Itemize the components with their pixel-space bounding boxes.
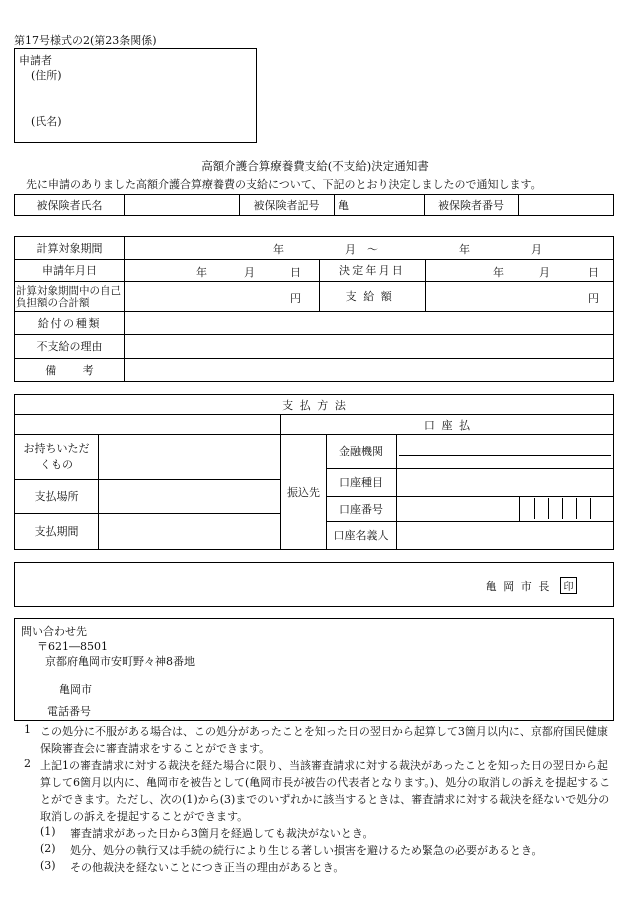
subnote-2-text: 処分、処分の執行又は手続の続行により生じる著しい損害を避けるため緊急の必要があるとき。 <box>70 844 543 857</box>
subnote-2-number: (2) <box>40 842 56 855</box>
period-month-end: 月 <box>531 243 542 256</box>
subnote-3-text: その他裁決を経ないことにつき正当の理由があるとき。 <box>70 861 345 874</box>
payment-yen-unit: 円 <box>588 292 599 305</box>
decision-date-label: 決定年月日 <box>339 264 405 277</box>
insured-table <box>14 194 614 216</box>
period-month-start: 月 <box>345 243 356 256</box>
contact-title: 問い合わせ先 <box>21 625 87 638</box>
mayor-title: 亀岡市長 <box>485 579 556 593</box>
mayor-seal: 印 <box>560 577 577 594</box>
account-holder-label: 口座名義人 <box>333 529 389 542</box>
note-2-number: 2 <box>24 757 31 770</box>
period-tilde: ～ <box>367 243 378 256</box>
contact-postal: 〒621―8501 <box>37 640 108 653</box>
account-type-label: 口座種目 <box>339 476 383 489</box>
subnote-1-text: 審査請求があった日から3箇月を経過しても裁決がないとき。 <box>70 827 374 840</box>
apply-year-unit: 年 <box>196 266 207 279</box>
burden-yen-unit: 円 <box>290 292 301 305</box>
payment-amount-label: 支給額 <box>345 290 399 303</box>
non-payment-reason-label: 不支給の理由 <box>36 340 103 353</box>
apply-day-unit: 日 <box>290 266 301 279</box>
items-to-bring-label: お持ちいただくもの <box>23 441 90 471</box>
decision-year-unit: 年 <box>493 266 504 279</box>
applicant-name-label: (氏名) <box>31 115 62 128</box>
applicant-box <box>14 48 257 143</box>
note-2-text: 上記1の審査請求に対する裁決を経た場合に限り、当該審査請求に対する裁決があったことを知った日の翌日から起算して6箇月以内に、亀岡市を被告として(亀岡市長が被告の代表者となります。)、処分の取消しの訴えを提起することができます。ただし、次の(1)から(3)までのいずれかに該当するときは、審査請求に対する裁決を経ないで処分の取消しの訴えを提起することができます。 <box>40 759 611 823</box>
account-number-label: 口座番号 <box>339 502 383 516</box>
payment-period-label: 支払期間 <box>34 525 79 538</box>
document-title: 高額介護合算療養費支給(不支給)決定通知書 <box>201 159 429 173</box>
application-date-label: 申請年月日 <box>42 264 97 277</box>
details-table <box>14 236 614 382</box>
period-year-start: 年 <box>273 243 284 256</box>
period-label: 計算対象期間 <box>36 242 103 255</box>
applicant-title: 申請者 <box>19 54 52 67</box>
applicant-address-label: (住所) <box>31 69 62 82</box>
payment-method-table <box>14 394 614 550</box>
payment-method-title: 支払方法 <box>282 398 353 412</box>
subnote-3-number: (3) <box>40 859 56 872</box>
contact-phone-label: 電話番号 <box>47 705 91 718</box>
transfer-destination-label: 振込先 <box>287 485 320 499</box>
intro-text: 先に申請のありました高額介護合算療養費の支給について、下記のとおり決定しましたので通知します。 <box>26 178 542 191</box>
period-year-end: 年 <box>459 243 470 256</box>
decision-month-unit: 月 <box>539 266 550 279</box>
contact-address: 京都府亀岡市安町野々神8番地 <box>45 655 195 668</box>
contact-org: 亀岡市 <box>59 683 92 696</box>
form-id: 第17号様式の2(第23条関係) <box>14 34 157 47</box>
note-1-text: この処分に不服がある場合は、この処分があったことを知った日の翌日から起算して3箇月以内に、京都府国民健康保険審査会に審査請求をすることができます。 <box>40 725 608 755</box>
burden-total-label: 計算対象期間中の自己負担額の合計額 <box>16 284 121 309</box>
remarks-label: 備考 <box>45 363 121 377</box>
bank-label: 金融機関 <box>339 445 383 458</box>
insured-name-label: 被保険者氏名 <box>36 198 103 212</box>
decision-day-unit: 日 <box>588 266 599 279</box>
insured-symbol-label: 被保険者記号 <box>253 198 320 212</box>
account-transfer-header: 口座払 <box>423 418 477 432</box>
mayor-signature <box>486 577 577 594</box>
payment-place-label: 支払場所 <box>34 490 79 503</box>
benefit-kind-label: 給付の種類 <box>37 316 102 330</box>
subnote-1-number: (1) <box>40 825 56 838</box>
insured-number-label: 被保険者番号 <box>438 198 504 212</box>
insured-symbol-value: 亀 <box>338 198 349 212</box>
note-1-number: 1 <box>24 723 31 736</box>
contact-box <box>14 618 614 721</box>
apply-month-unit: 月 <box>244 266 255 279</box>
mayor-box <box>14 562 614 607</box>
